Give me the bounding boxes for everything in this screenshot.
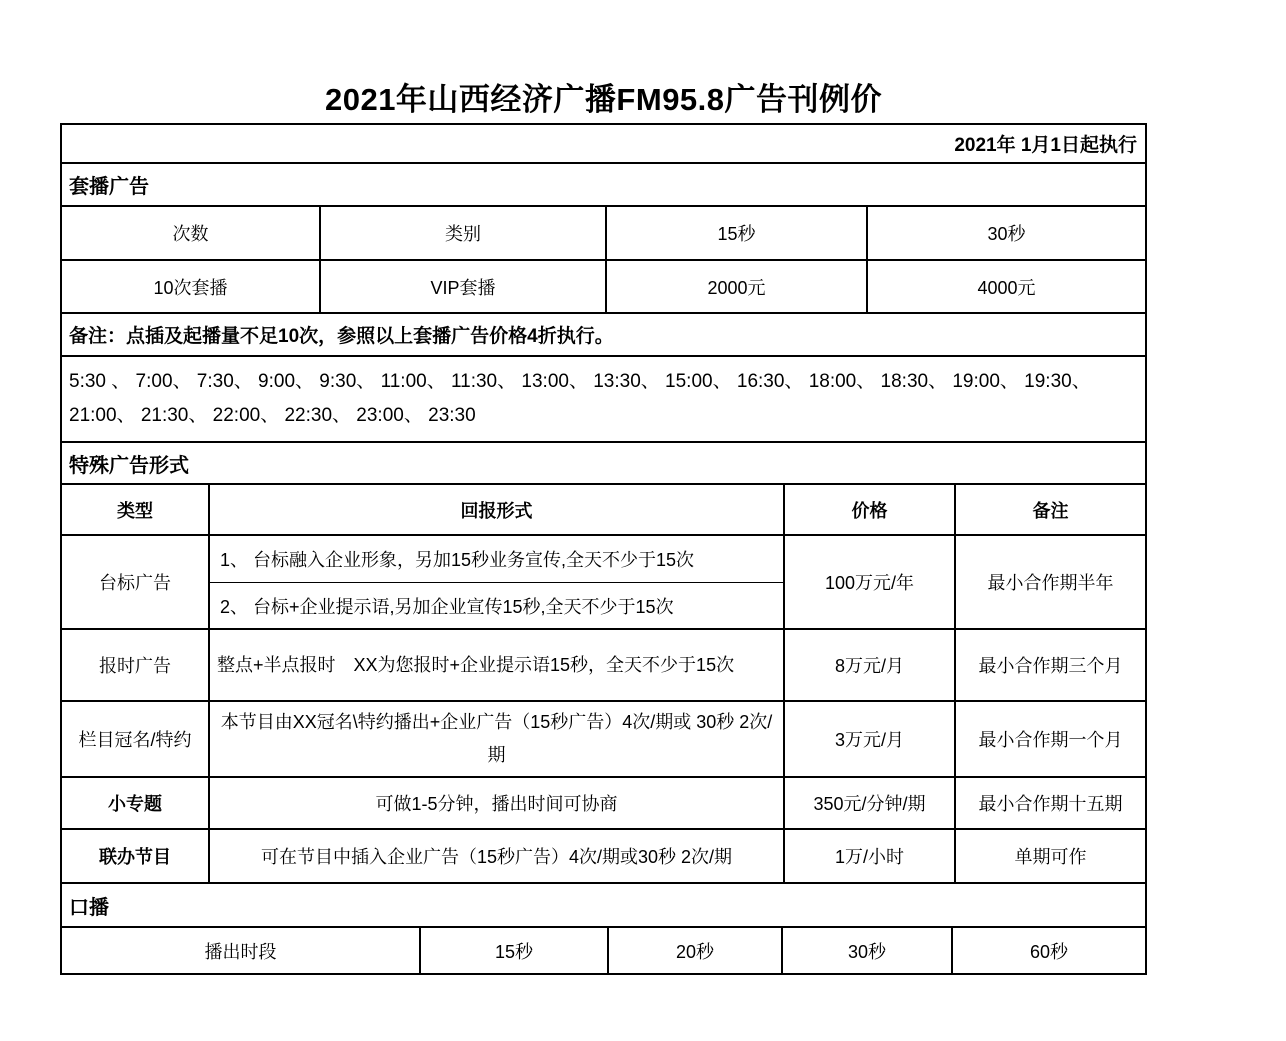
lanmu-note: 最小合作期一个月 [978, 730, 1123, 750]
baoshi-form-text: 整点+半点报时 XX为您报时+企业提示语15秒，全天不少于15次 [217, 654, 735, 675]
taobo-header-30s: 30秒 [987, 224, 1026, 244]
special-row-baoshi [62, 630, 1145, 702]
special-section-title: 特殊广告形式 [69, 454, 189, 477]
koubo-header-timeslot: 播出时段 [62, 928, 421, 973]
special-header-form: 回报形式 [210, 485, 785, 534]
taobo-data-row [62, 261, 1145, 314]
koubo-header-20s: 20秒 [609, 928, 783, 973]
lianban-form: 可在节目中插入企业广告（15秒广告）4次/期或30秒 2次/期 [210, 830, 785, 882]
xiaozhuanti-type: 小专题 [62, 778, 210, 828]
taibiao-type: 台标广告 [62, 536, 210, 628]
lanmu-form-text: 本节目由XX冠名\特约播出+企业广告（15秒广告）4次/期或 30秒 2次/期 [220, 712, 773, 765]
taobo-price-30s: 4000元 [977, 277, 1036, 298]
koubo-header-30s: 30秒 [783, 928, 953, 973]
taibiao-form-1: 1、 台标融入企业形象，另加15秒业务宣传,全天不少于15次 [220, 550, 695, 570]
lanmu-type: 栏目冠名/特约 [62, 702, 210, 776]
taibiao-note: 最小合作期半年 [987, 573, 1114, 593]
xiaozhuanti-price: 350元/分钟/期 [785, 778, 956, 828]
lanmu-form [210, 702, 785, 776]
taobo-header-row [62, 207, 1145, 261]
baoshi-form [210, 630, 785, 700]
xiaozhuanti-note: 最小合作期十五期 [978, 794, 1123, 814]
special-row-taibiao [62, 536, 1145, 630]
lianban-price: 1万/小时 [785, 830, 956, 882]
taibiao-forms [210, 536, 785, 628]
lanmu-price: 3万元/月 [785, 702, 956, 776]
taobo-section-row [62, 164, 1145, 207]
baoshi-note: 最小合作期三个月 [978, 656, 1123, 676]
timeslots-line-1: 5:30 、 7:00、 7:30、 9:00、 9:30、 11:00、 11:30、 13:00、 13:30、 15:00、 16:30、 18:00、 18:30、 19:00、 19:30、 [69, 371, 1091, 392]
effective-date: 2021年 1月1日起执行 [954, 135, 1137, 156]
koubo-header-row [62, 928, 1145, 973]
effective-date-row [62, 125, 1145, 164]
taibiao-price: 100万元/年 [785, 536, 956, 628]
taobo-header-category: 类别 [321, 207, 607, 259]
page-title: 2021年山西经济广播FM95.8广告刊例价 [324, 82, 883, 117]
lianban-note: 单期可作 [1014, 847, 1087, 867]
taobo-note-row [62, 314, 1145, 357]
taobo-count-value: 10次套播 [62, 261, 321, 312]
taobo-timeslots [62, 357, 1145, 441]
special-section-row [62, 443, 1145, 485]
koubo-header-60s: 60秒 [1029, 941, 1069, 962]
special-row-lianban [62, 830, 1145, 884]
special-header-row [62, 485, 1145, 536]
taobo-header-count: 次数 [62, 207, 321, 259]
special-header-type: 类型 [62, 485, 210, 534]
special-row-lanmu [62, 702, 1145, 778]
special-row-xiaozhuanti [62, 778, 1145, 830]
taobo-category-value: VIP套播 [321, 261, 607, 312]
baoshi-price: 8万元/月 [785, 630, 956, 700]
taobo-header-15s: 15秒 [607, 207, 868, 259]
taobo-note: 备注：点插及起播量不足10次，参照以上套播广告价格4折执行。 [69, 326, 614, 347]
special-header-note: 备注 [1032, 500, 1069, 521]
taobo-timeslots-row [62, 357, 1145, 443]
timeslots-line-2: 21:00、 21:30、 22:00、 22:30、 23:00、 23:30 [69, 405, 476, 426]
koubo-header-15s: 15秒 [421, 928, 609, 973]
taobo-price-15s: 2000元 [607, 261, 868, 312]
taibiao-form-2: 2、 台标+企业提示语,另加企业宣传15秒,全天不少于15次 [210, 582, 783, 628]
baoshi-type: 报时广告 [62, 630, 210, 700]
lianban-type: 联办节目 [62, 830, 210, 882]
rate-table [60, 123, 1147, 975]
koubo-section-title: 口播 [69, 896, 109, 919]
special-header-price: 价格 [785, 485, 956, 534]
koubo-section-row [62, 884, 1145, 928]
taobo-section-title: 套播广告 [69, 176, 149, 198]
xiaozhuanti-form: 可做1-5分钟，播出时间可协商 [210, 778, 785, 828]
